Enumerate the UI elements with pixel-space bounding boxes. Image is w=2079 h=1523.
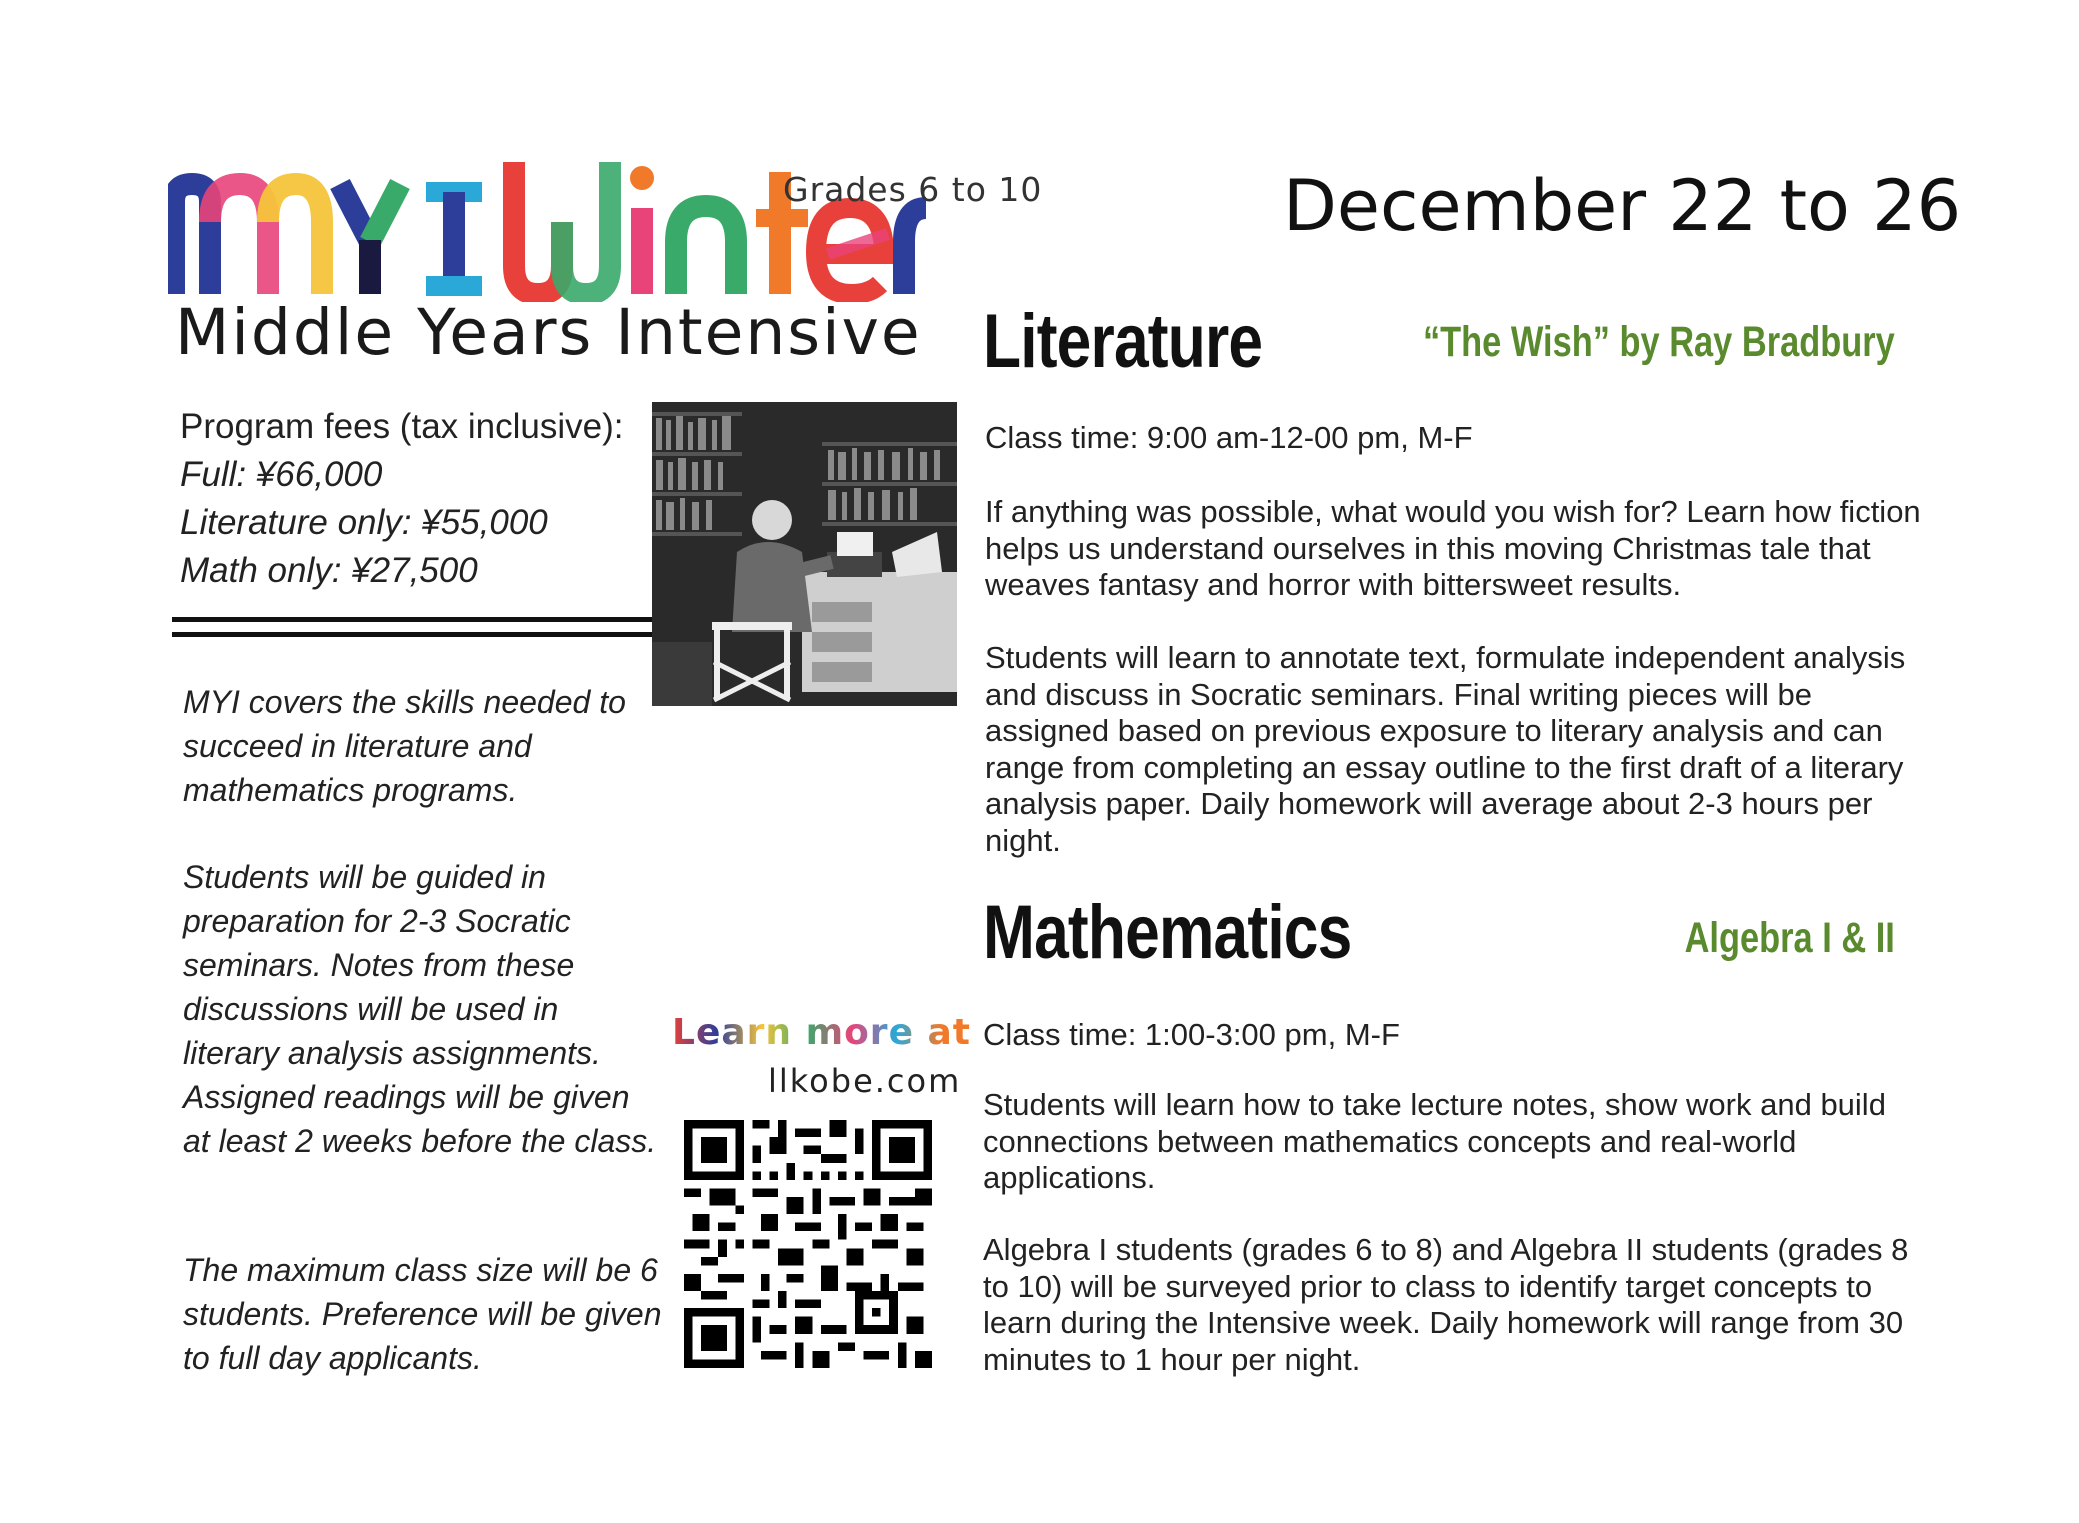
program-subtitle: Middle Years Intensive: [175, 296, 922, 369]
mathematics-description: Students will learn how to take lecture notes, show work and build connections between mathematics concepts and real-world applications.: [983, 1087, 1886, 1195]
description-seminars: Students will be guided in preparation for 2-3 Socratic seminars. Notes from these discussions will be used in literary analysis assignments. Assigned readings will be given at least 2 weeks before the class.: [183, 859, 657, 1159]
fee-full: Full: ¥66,000: [180, 455, 383, 494]
learn-more-label: [672, 1012, 971, 1053]
mathematics-course: Algebra I & II: [1684, 914, 1895, 962]
literature-description: If anything was possible, what would you wish for? Learn how fiction helps us understand ourselves in this moving Christmas tale that weaves fantasy and horror with bittersweet results.: [985, 494, 1921, 602]
description-intro: MYI covers the skills needed to succeed in literature and mathematics programs.: [183, 684, 626, 808]
program-dates: December 22 to 26: [1283, 165, 1962, 247]
literature-heading: Literature: [983, 299, 1263, 384]
author-photo: [652, 402, 957, 706]
mathematics-details: Algebra I students (grades 6 to 8) and Algebra II students (grades 8 to 10) will be surveyed prior to class to identify target concepts to learn during the Intensive week. Daily homework will range from 30 minutes to 1 hour per night.: [983, 1232, 1909, 1377]
mathematics-class-time: Class time: 1:00-3:00 pm, M-F: [983, 1017, 1400, 1052]
mathematics-heading: Mathematics: [983, 890, 1352, 975]
literature-class-time: Class time: 9:00 am-12-00 pm, M-F: [985, 420, 1473, 455]
divider-line: [172, 632, 655, 637]
program-fees: [180, 403, 623, 595]
website-link[interactable]: llkobe.com: [768, 1062, 962, 1100]
literature-details: Students will learn to annotate text, formulate independent analysis and discuss in Socratic seminars. Final writing pieces will be assigned based on previous exposure to literary analysis and can range from completing an essay outline to the first draft of a literary analysis paper. Daily homework will average about 2-3 hours per night.: [985, 640, 1906, 858]
fees-heading: Program fees (tax inclusive):: [180, 407, 624, 446]
description-class-size: The maximum class size will be 6 students. Preference will be given to full day applicants.: [183, 1252, 662, 1376]
fee-literature: Literature only: ¥55,000: [180, 503, 548, 542]
divider-line: [172, 617, 655, 622]
fee-math: Math only: ¥27,500: [180, 551, 478, 590]
grades-label: Grades 6 to 10: [783, 170, 1043, 209]
learn-more-text: Learn more at: [672, 1012, 972, 1053]
qr-code[interactable]: [684, 1120, 932, 1368]
literature-book: “The Wish” by Ray Bradbury: [1423, 318, 1895, 366]
